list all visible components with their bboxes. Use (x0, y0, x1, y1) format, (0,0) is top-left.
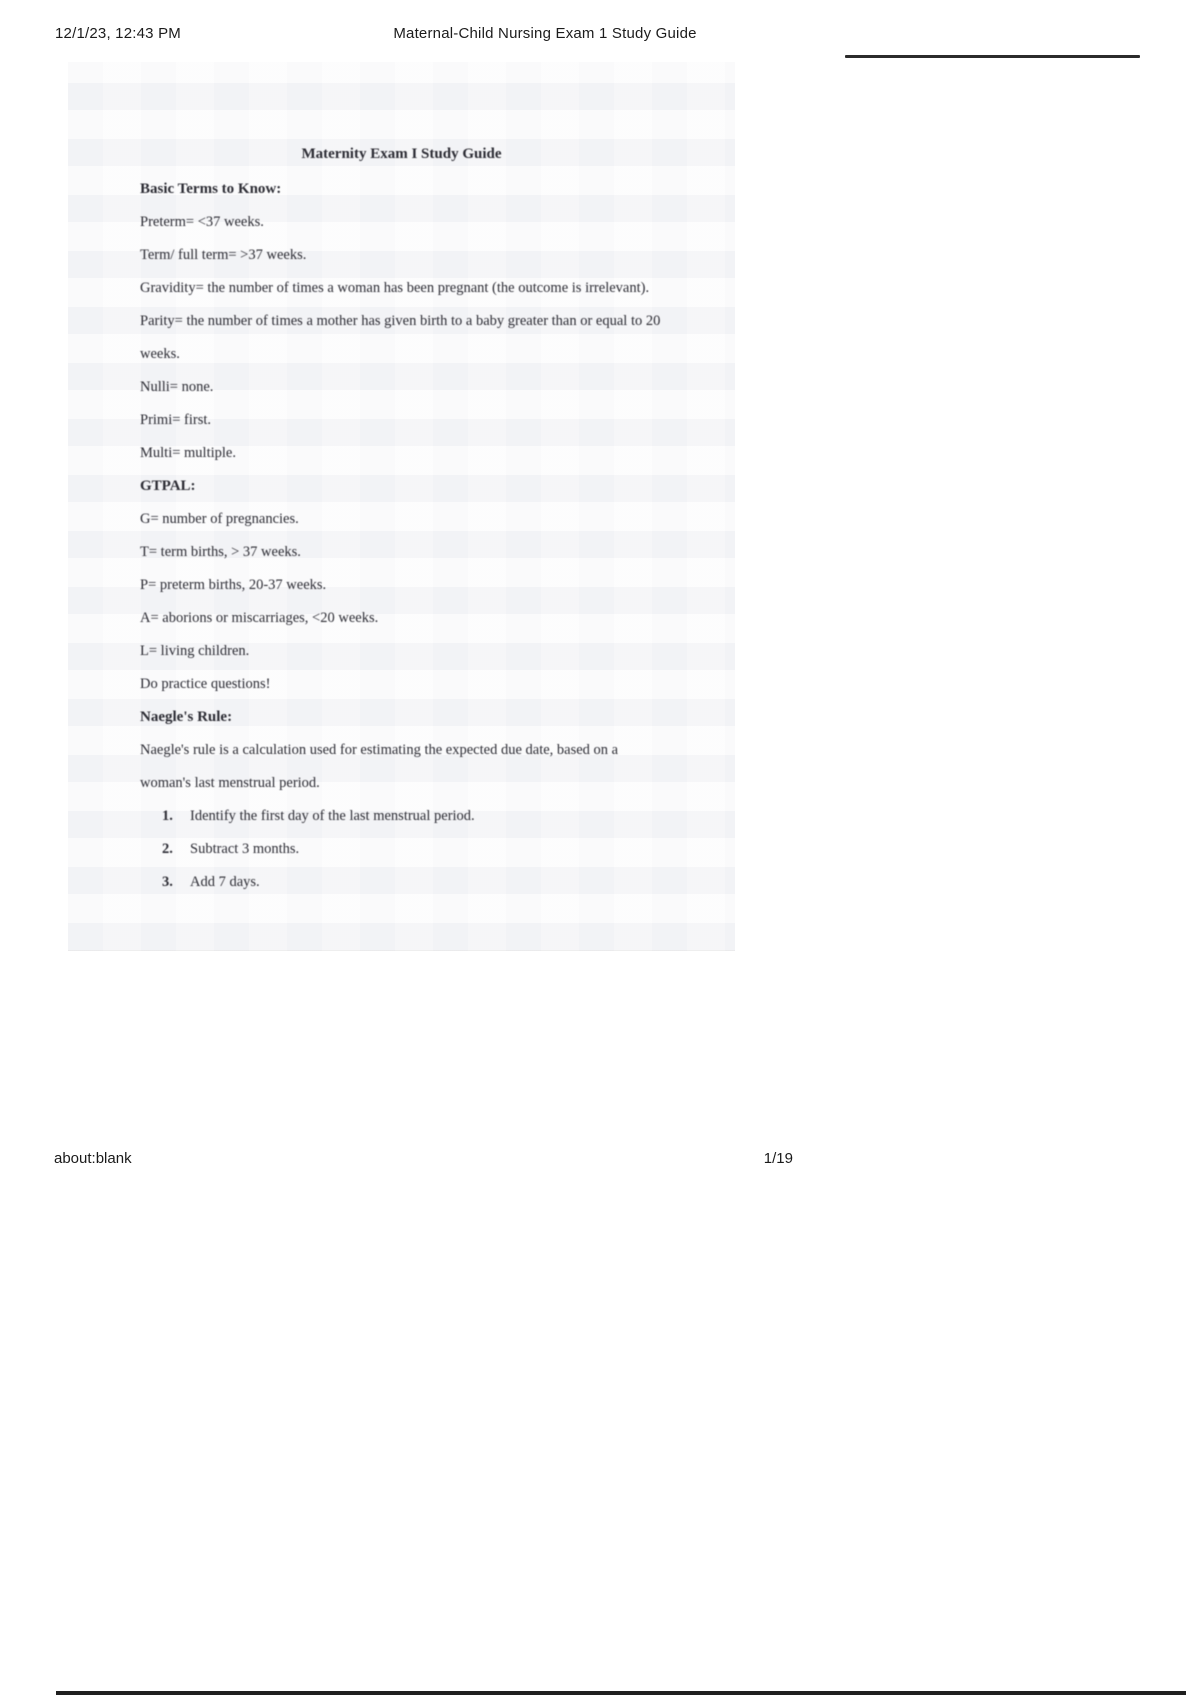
list-item-text: Subtract 3 months. (190, 841, 300, 857)
footer-url: about:blank (54, 1150, 132, 1167)
print-header-datetime: 12/1/23, 12:43 PM (55, 25, 181, 42)
document-line: woman's last menstrual period. (140, 775, 320, 791)
document-line: GTPAL: (140, 478, 196, 494)
document-body (140, 173, 709, 899)
document-line: A= aborions or miscarriages, <20 weeks. (140, 610, 379, 626)
list-item-text: Add 7 days. (190, 874, 260, 890)
document-line: Basic Terms to Know: (140, 181, 282, 197)
document-line: L= living children. (140, 643, 250, 659)
document-line: Gravidity= the number of times a woman has been pregnant (the outcome is irrelevant). (140, 280, 650, 296)
document-line: Parity= the number of times a mother has given birth to a baby greater than or equal to 20 (140, 313, 661, 329)
document-line: weeks. (140, 346, 180, 362)
footer-page-number: 1/19 (763, 1150, 793, 1167)
scanned-document-content (68, 62, 735, 950)
document-line: Do practice questions! (140, 676, 271, 692)
document-line: Nulli= none. (140, 379, 214, 395)
document-line: Primi= first. (140, 412, 212, 428)
list-item-text: Identify the first day of the last menstrual period. (190, 808, 475, 824)
bottom-rule-line (56, 1691, 1186, 1695)
document-title: Maternity Exam I Study Guide (301, 146, 502, 162)
list-item-number: 2. (162, 841, 173, 857)
list-item-number: 1. (162, 808, 173, 824)
document-list-item (140, 866, 709, 899)
document-line: Naegle's Rule: (140, 709, 233, 725)
document-line: P= preterm births, 20-37 weeks. (140, 577, 327, 593)
document-line: Multi= multiple. (140, 445, 236, 461)
document-line: Naegle's rule is a calculation used for estimating the expected due date, based on a (140, 742, 619, 758)
print-header-title: Maternal-Child Nursing Exam 1 Study Guide (393, 25, 697, 42)
header-rule-line (845, 55, 1140, 58)
document-line: G= number of pregnancies. (140, 511, 299, 527)
document-list-item (140, 833, 709, 866)
document-line: T= term births, > 37 weeks. (140, 544, 301, 560)
document-list-item (140, 800, 709, 833)
list-item-number: 3. (162, 874, 173, 890)
document-line: Term/ full term= >37 weeks. (140, 247, 307, 263)
scanned-document-page (68, 62, 735, 951)
document-line: Preterm= <37 weeks. (140, 214, 264, 230)
